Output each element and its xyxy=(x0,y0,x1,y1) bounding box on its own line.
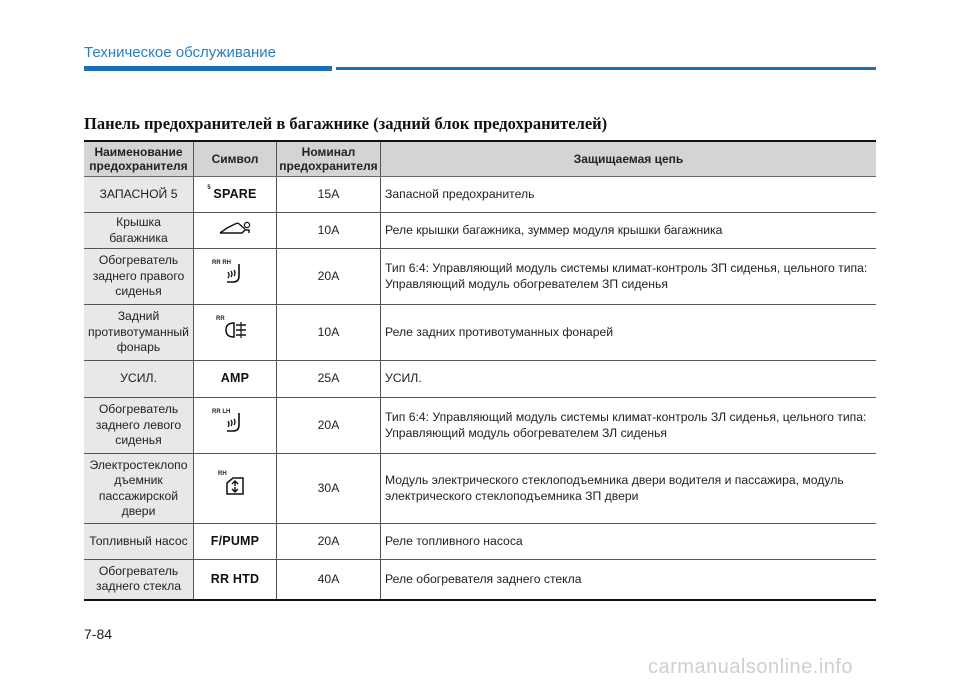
section-title: Техническое обслуживание xyxy=(84,44,276,61)
table-row xyxy=(84,249,876,305)
fuse-name: Топливный насос xyxy=(84,524,194,560)
symbol-text: AMP xyxy=(220,371,250,386)
watermark: carmanualsonline.info xyxy=(648,656,854,678)
fuse-symbol xyxy=(194,213,277,249)
seat-heater-icon xyxy=(212,409,246,435)
symbol-text: F/PUMP xyxy=(210,533,260,548)
fuse-symbol xyxy=(194,305,277,361)
fuse-name: УСИЛ. xyxy=(84,361,194,398)
fuse-symbol xyxy=(194,177,277,213)
seat-heater-icon xyxy=(212,260,246,286)
fuse-rating: 25A xyxy=(277,361,381,398)
symbol-superscript: RH xyxy=(218,471,227,478)
fuse-symbol xyxy=(194,249,277,305)
symbol-superscript: RR xyxy=(216,316,225,323)
power-window-icon xyxy=(218,471,246,497)
fuse-table xyxy=(84,140,876,601)
protected-circuit: Реле топливного насоса xyxy=(381,524,877,560)
protected-circuit: Модуль электрического стеклоподъемника двери водителя и пассажира, модуль электрического стеклоподъемника ЗП двери xyxy=(381,454,877,524)
protected-circuit: Тип 6:4: Управляющий модуль системы климат-контроль ЗЛ сиденья, цельного типа: Управляющий модуль обогревателем ЗЛ сиденья xyxy=(381,398,877,454)
fuse-rating: 20A xyxy=(277,524,381,560)
protected-circuit: Запасной предохранитель xyxy=(381,177,877,213)
table-row xyxy=(84,398,876,454)
trunk-lid-icon xyxy=(218,219,252,237)
fuse-rating: 20A xyxy=(277,249,381,305)
column-header-name: Наименование предохранителя xyxy=(84,141,194,177)
table-row xyxy=(84,454,876,524)
symbol-text: SPARE xyxy=(213,186,257,201)
protected-circuit: Реле крышки багажника, зуммер модуля крышки багажника xyxy=(381,213,877,249)
fuse-name: Обогреватель заднего стекла xyxy=(84,560,194,600)
fuse-name: Задний противотуманный фонарь xyxy=(84,305,194,361)
protected-circuit: УСИЛ. xyxy=(381,361,877,398)
section-rule-thin xyxy=(336,67,876,70)
page-number: 7-84 xyxy=(84,626,113,642)
rear-fog-lamp-icon xyxy=(216,316,248,340)
fuse-name: Крышка багажника xyxy=(84,213,194,249)
page-heading: Панель предохранителей в багажнике (задний блок предохранителей) xyxy=(84,114,608,133)
table-row xyxy=(84,361,876,398)
column-header-circuit: Защищаемая цепь xyxy=(381,141,877,177)
section-rule-thick xyxy=(84,66,332,71)
fuse-name: ЗАПАСНОЙ 5 xyxy=(84,177,194,213)
table-row xyxy=(84,524,876,560)
fuse-rating: 30A xyxy=(277,454,381,524)
fuse-rating: 40A xyxy=(277,560,381,600)
fuse-rating: 15A xyxy=(277,177,381,213)
symbol-text: RR HTD xyxy=(210,571,260,586)
symbol-superscript: RR LH xyxy=(212,409,231,416)
table-header-row xyxy=(84,141,876,177)
fuse-rating: 10A xyxy=(277,213,381,249)
table-row xyxy=(84,305,876,361)
column-header-rating: Номинал предохранителя xyxy=(277,141,381,177)
table-row xyxy=(84,177,876,213)
symbol-superscript: RR RH xyxy=(212,260,231,267)
fuse-name: Электростеклопо дъемник пассажирской двери xyxy=(84,454,194,524)
fuse-symbol xyxy=(194,398,277,454)
table-row xyxy=(84,213,876,249)
fuse-name: Обогреватель заднего левого сиденья xyxy=(84,398,194,454)
fuse-symbol xyxy=(194,560,277,600)
fuse-symbol xyxy=(194,361,277,398)
protected-circuit: Реле обогревателя заднего стекла xyxy=(381,560,877,600)
fuse-symbol xyxy=(194,524,277,560)
protected-circuit: Тип 6:4: Управляющий модуль системы климат-контроль ЗП сиденья, цельного типа: Управляющий модуль обогревателем ЗП сиденья xyxy=(381,249,877,305)
fuse-rating: 10A xyxy=(277,305,381,361)
protected-circuit: Реле задних противотуманных фонарей xyxy=(381,305,877,361)
fuse-rating: 20A xyxy=(277,398,381,454)
table-row xyxy=(84,560,876,600)
fuse-name: Обогреватель заднего правого сиденья xyxy=(84,249,194,305)
fuse-symbol xyxy=(194,454,277,524)
column-header-symbol: Символ xyxy=(194,141,277,177)
symbol-superscript: 5 xyxy=(207,184,211,191)
